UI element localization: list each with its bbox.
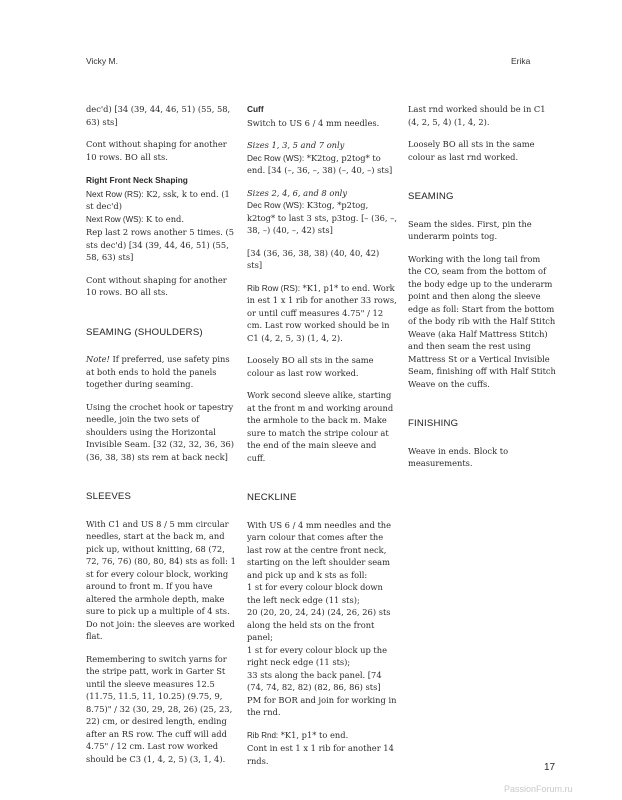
list-item: 20 (20, 20, 24, 24) (24, 26, 26) sts along the held sts on the front panel; [247, 607, 391, 642]
instruction-dec-row-2 [247, 199, 397, 237]
instruction-dec-row-1 [247, 152, 397, 177]
sizes-label: Sizes 2, 4, 6, and 8 only [247, 187, 348, 198]
section-subtitle-right-front: Right Front Neck Shaping [86, 175, 188, 185]
instruction-next-row-rs [86, 188, 238, 213]
page-number: 17 [544, 762, 556, 773]
paragraph: [34 (36, 36, 38, 38) (40, 40, 42) sts] [247, 247, 380, 270]
paragraph: Using the crochet hook or tapestry needle, join the two sets of shoulders using the Horizontal Invisible Seam. [32 (32, 32, 36, 36) (36, 38, 38) sts rem at back neck] [86, 401, 235, 462]
paragraph: Loosely BO all sts in the same colour as last row worked. [247, 355, 374, 378]
list-item: 1 st for every colour block up the right neck edge (11 sts); [247, 644, 388, 667]
row-label: Next Row (RS): [86, 188, 144, 199]
section-title-seaming-shoulders: SEAMING (SHOULDERS) [86, 326, 203, 338]
section-title-sleeves: SLEEVES [86, 491, 132, 502]
column-2 [247, 103, 397, 767]
section-title-neckline: NECKLINE [247, 492, 297, 503]
row-text: *K2tog, p2tog* to end. [34 (–, 36, –, 38) (–, 40, –) sts] [247, 152, 393, 175]
header-author: Vicky M. [86, 56, 118, 66]
note-label: Note! [86, 354, 110, 364]
paragraph: Cont without shaping for another 10 rows. BO all sts. [86, 274, 227, 297]
paragraph: Weave in ends. Block to measurements. [408, 445, 509, 468]
paragraph: Rep last 2 rows another 5 times. (5 sts dec'd) [34 (39, 44, 46, 51) (55, 58, 63) sts] [86, 227, 235, 262]
list-item: 1 st for every colour block down the left neck edge (11 sts); [247, 582, 383, 605]
row-text: K3tog, *p2tog, k2tog* to last 3 sts, p3tog. [– (36, –, 38, –) (40, –, 42) sts] [247, 200, 397, 235]
row-label: Rib Row (RS): [247, 282, 301, 293]
column-3 [408, 103, 556, 480]
row-text: K2, ssk, k to end. (1 st dec'd) [86, 188, 230, 211]
note-paragraph [86, 353, 238, 391]
paragraph: Remembering to switch yarns for the stripe patt, work in Garter St until the sleeve measures 12.5 (11.75, 11.5, 11, 10.25) (9.75, 9, 8.75)" / 32 (30, 29, 28, 26) (25, 23, 22) cm, or desired length, ending after an RS row. The cuff will add 4.75" / 12 cm. Last row worked should be C3 (1, 4, 2, 5) (3, 1, 4). [86, 653, 233, 764]
row-label: Rib Rnd: [247, 730, 279, 740]
row-text: K to end. [143, 213, 184, 224]
paragraph: Last rnd worked should be in C1 (4, 2, 5, 4) (1, 4, 2). [408, 104, 546, 127]
row-label: Next Row (WS): [86, 214, 144, 224]
section-title-seaming: SEAMING [408, 191, 454, 202]
list-item: PM for BOR and join for working in the rnd. [247, 694, 397, 717]
paragraph: Loosely BO all sts in the same colour as last rnd worked. [408, 139, 535, 162]
row-text: *K1, p1* to end. Work in est 1 x 1 rib for another 33 rows, or until cuff measures 4.75" / 12 cm. Last row worked should be in C1 (4, 2, 5, 3) (1, 4, 2). [247, 282, 397, 343]
paragraph: Cont without shaping for another 10 rows. BO all sts. [86, 139, 227, 162]
row-label: Dec Row (WS): [247, 152, 305, 163]
note-text: If preferred, use safety pins at both ends to hold the panels together during seaming. [86, 354, 230, 389]
paragraph: Working with the long tail from the CO, seam from the bottom of the body edge up to the underarm point and then along the sleeve edge as foll: Start from the bottom of the body rib with the Half Stitch Weave (aka Half Mattress Stitch) and then seam the rest using Mattress St or a Vertical Invisible Seam, finishing off with Half Stitch Weave on the cuffs. [408, 253, 556, 389]
instruction-rib-row [247, 282, 397, 345]
paragraph: With C1 and US 8 / 5 mm circular needles, start at the back m, and pick up, without knitting, 68 (72, 72, 76, 76) (80, 80, 84) sts as foll: 1 st for every colour block, working around to front m. If you have altered the armhole depth, make sure to pick up a multiple of 4 sts. Do not join: the sleeves are worked flat. [86, 518, 236, 641]
paragraph: Seam the sides. First, pin the underarm points tog. [408, 218, 532, 241]
column-1 [86, 103, 238, 775]
row-label: Dec Row (WS): [247, 200, 305, 210]
instruction-next-row-ws [86, 213, 238, 227]
instruction-rib-rnd [247, 729, 397, 743]
paragraph: dec'd) [34 (39, 44, 46, 51) (55, 58, 63) sts] [86, 104, 231, 127]
paragraph: With US 6 / 4 mm needles and the yarn colour that comes after the last row at the centre front neck, starting on the left shoulder seam and pick up and k sts as foll: [247, 519, 392, 580]
paragraph: Cont in est 1 x 1 rib for another 14 rnds. [247, 743, 394, 766]
row-text: *K1, p1* to end. [278, 729, 349, 740]
section-title-finishing: FINISHING [408, 418, 459, 429]
sizes-label: Sizes 1, 3, 5 and 7 only [247, 140, 345, 150]
paragraph: Work second sleeve alike, starting at the front m and working around the armhole to the back m. Make sure to match the stripe colour at the end of the main sleeve and cuff. [247, 390, 394, 463]
list-item: 33 sts along the back panel. [74 (74, 74, 82, 82) (82, 86, 86) sts] [247, 669, 382, 692]
section-subtitle-cuff: Cuff [247, 104, 264, 114]
watermark: PassionForum.ru [504, 784, 573, 794]
paragraph: Switch to US 6 / 4 mm needles. [247, 117, 380, 128]
header-pattern-name: Erika [511, 56, 531, 66]
